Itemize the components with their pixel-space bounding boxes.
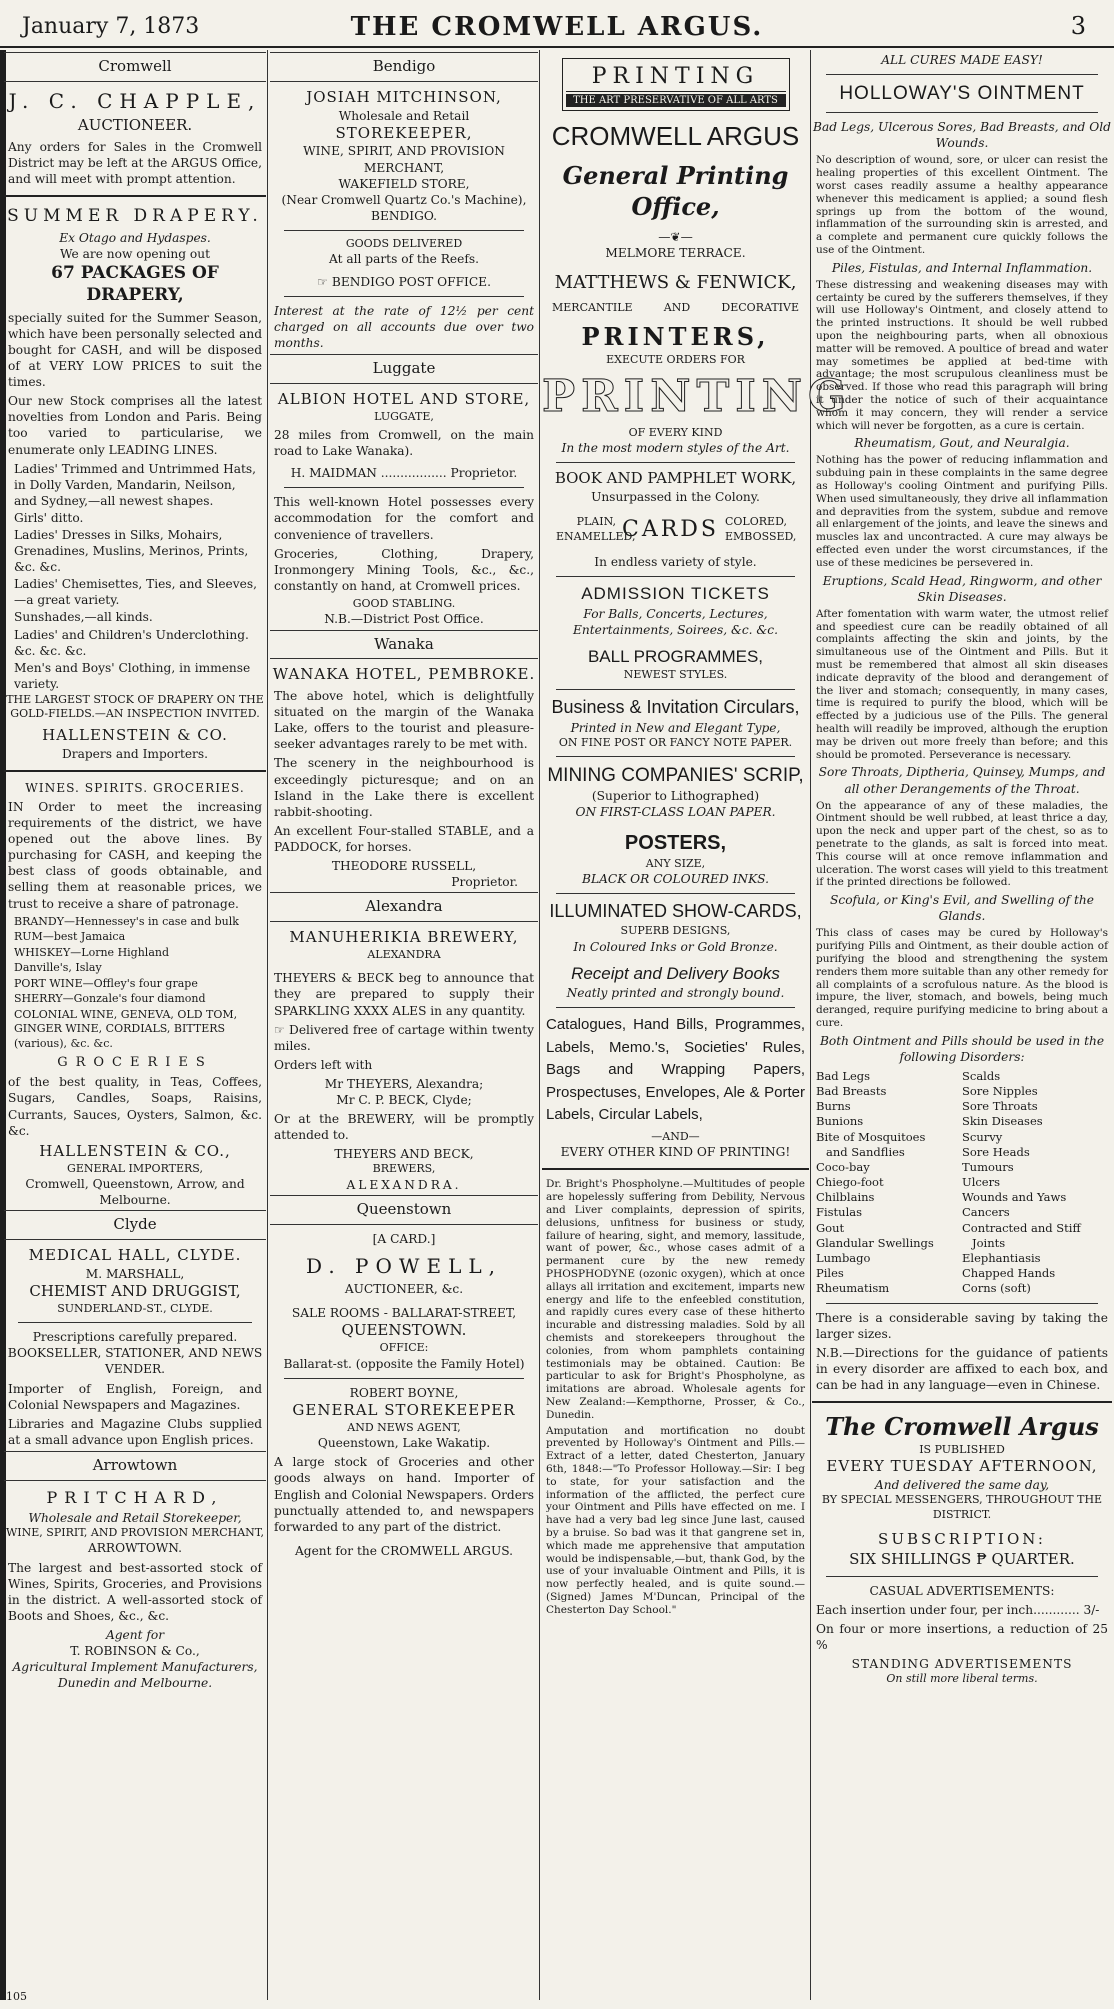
advertiser-role: BREWERS, — [372, 1162, 436, 1176]
section-heading: Arrowtown — [4, 1451, 266, 1481]
ad-text: On still more liberal terms. — [886, 1672, 1038, 1686]
disorder-item: Wounds and Yaws — [962, 1190, 1067, 1205]
ad-text: The largest and best-assorted stock of Wines, Spirits, Groceries, and Provisions in the district. A well-assorted stock of Boots and Shoes, &c., &c. — [8, 1560, 262, 1623]
sub-heading: Sore Throats, Diptheria, Quinsey, Mumps, and all other Derangements of the Throat. — [818, 765, 1106, 796]
divider — [556, 462, 795, 463]
divider — [284, 1378, 524, 1379]
ad-text: Nothing has the power of reducing inflammation and subduing pain in these complaints in the same degree as Holloway's cooling Ointment and purifying Pills. When used simultaneously, they drive all inflammation and depravities from the system, subdue and remove all enlargement of the joints, and leave the sinews and muscles lax and uncontracted. A cure may always be effected even under the worst circumstances, if the use of these medicines be persevered in. — [816, 454, 1108, 569]
disorder-item: Scalds — [962, 1068, 1001, 1083]
ad-text: Each insertion under four, per inch............ 3/- — [816, 1602, 1100, 1617]
ad-heading: GROCERIES — [57, 1055, 213, 1071]
ad-text: An excellent Four-stalled STABLE, and a PADDOCK, for horses. — [274, 823, 534, 854]
disorder-item: Bad Legs — [816, 1068, 871, 1083]
advertiser-role: STOREKEEPER, — [335, 123, 473, 142]
ad-text: Our new Stock comprises all the latest novelties from London and Paris. Being too varied to particularise, we enumerate only LEADING LINES. — [8, 394, 262, 457]
disorder-item: Rheumatism — [816, 1281, 890, 1296]
ad-text: These distressing and weakening diseases may with certainty be cured by the sufferers themselves, if they will use Holloway's Ointment, and closely attend to the printed instructions. It should be well rubbed upon the neighbouring parts, when all obnoxious matter will be removed. A poultice of bread and water may sometimes be applied at bed-time with advantage; the most scrupulous cleanliness must be observed. If those who read this paragraph will bring it under the notice of such of their acquaintance whom it may concern, they will render a service which will never be forgotten, as a cure is certain. — [816, 278, 1108, 432]
ad-heading: SUBSCRIPTION: — [878, 1530, 1046, 1549]
list-item: Ladies' Trimmed and Untrimmed Hats, in Dolly Varden, Mandarin, Neilson, and Sydney,—all newest shapes. — [14, 461, 257, 508]
disorder-item: Skin Diseases — [962, 1114, 1043, 1129]
ad-text: BENDIGO. — [371, 208, 437, 223]
section-heading: Luggate — [270, 354, 538, 384]
section-heading: Alexandra — [270, 892, 538, 922]
disorder-item: Corns (soft) — [962, 1281, 1031, 1296]
argus-title: The Cromwell Argus — [825, 1411, 1099, 1441]
ad-text: N.B.—District Post Office. — [324, 612, 484, 627]
sub-heading: Rheumatism, Gout, and Neuralgia. — [854, 436, 1070, 451]
ad-text: Delivered free of cartage within twenty miles. — [274, 1022, 534, 1053]
cards-line — [542, 515, 809, 544]
column-rule — [810, 50, 811, 2000]
advertiser-role: GENERAL IMPORTERS, — [67, 1161, 203, 1175]
advertiser-role: WINE, SPIRIT, AND PROVISION MERCHANT, — [303, 144, 505, 175]
advertiser-name: THEYERS AND BECK, — [334, 1147, 474, 1162]
list-item: Men's and Boys' Clothing, in immense variety. — [14, 660, 251, 691]
advertiser-name: D. POWELL, — [306, 1253, 502, 1278]
pointing-hand-icon: ☞ — [317, 274, 328, 289]
disorder-item: Bad Breasts — [816, 1084, 887, 1099]
ad-heading: ADMISSION TICKETS — [581, 584, 770, 604]
disorder-item: Gout — [816, 1220, 845, 1235]
ad-text: of the best quality, in Teas, Coffees, Sugars, Candles, Soaps, Raisins, Currants, Sauces, Oysters, Salmon, &c. &c. — [8, 1075, 262, 1138]
advertiser-name: HALLENSTEIN & CO., — [39, 1141, 231, 1160]
ad-text: There is a considerable saving by taking the larger sizes. — [816, 1310, 1108, 1341]
ad-text: ARROWTOWN. — [87, 1541, 183, 1556]
ad-heading: BOOK AND PAMPHLET WORK, — [554, 469, 797, 488]
ad-text: THEYERS & BECK beg to announce that they are prepared to supply their SPARKLING XXXX ALES in any quantity. — [274, 971, 534, 1018]
disorder-item: Elephantiasis — [962, 1250, 1041, 1265]
tagline-word: DECORATIVE — [721, 300, 799, 314]
sub-heading: Bad Legs, Ulcerous Sores, Bad Breasts, and Old Wounds. — [813, 120, 1111, 151]
ad-text: We are now opening out — [60, 246, 210, 261]
ad-heading: HOLLOWAY'S OINTMENT — [839, 83, 1085, 105]
sub-heading: Eruptions, Scald Head, Ringworm, and other Skin Diseases. — [822, 573, 1102, 604]
column-rule — [267, 50, 268, 2000]
ad-text: At all parts of the Reefs. — [328, 252, 479, 267]
ad-text: A large stock of Groceries and other goods always on hand. Importer of English and Colonial Newspapers. Orders punctually attended to, and newspapers forwarded to any part of the district. — [274, 1455, 534, 1534]
advertiser-role: AUCTIONEER. — [77, 116, 193, 135]
column-rule — [539, 50, 540, 2000]
ad-heading: CARDS — [622, 517, 719, 543]
arched-tagline — [552, 301, 799, 316]
divider — [826, 74, 1098, 75]
list-item: WHISKEY—Lorne Highland — [14, 945, 170, 959]
ad-text: GOOD STABLING. — [352, 596, 456, 610]
disorder-item: Ulcers — [962, 1175, 1001, 1190]
column-1 — [4, 50, 266, 2000]
banner-subtitle: THE ART PRESERVATIVE OF ALL ARTS — [566, 94, 786, 107]
divider — [556, 1007, 795, 1008]
ad-text: SALE ROOMS - BALLARAT-STREET, — [291, 1306, 517, 1321]
section-heading: Wanaka — [270, 630, 538, 660]
list-item: SHERRY—Gonzale's four diamond — [14, 992, 206, 1006]
advertiser-role: CHEMIST AND DRUGGIST, — [29, 1281, 241, 1300]
disorder-item: Tumours — [962, 1159, 1014, 1174]
divider — [284, 296, 524, 297]
divider — [556, 756, 795, 757]
ad-text: Queenstown, Lake Wakatip. — [317, 1436, 491, 1451]
ad-heading: Receipt and Delivery Books — [571, 963, 780, 983]
ad-text: (Superior to Lithographed) — [591, 789, 760, 804]
advertiser-role: AND NEWS AGENT, — [347, 1420, 461, 1434]
ad-text: 28 miles from Cromwell, on the main road to Lake Wanaka). — [274, 428, 534, 459]
ad-heading: MINING COMPANIES' SCRIP, — [547, 765, 804, 787]
address: MELMORE TERRACE. — [605, 245, 746, 260]
ad-text: BY SPECIAL MESSENGERS, THROUGHOUT THE DISTRICT. — [821, 1493, 1103, 1521]
printing-banner — [562, 58, 790, 111]
ad-text: Agent for — [105, 1627, 165, 1642]
divider — [4, 770, 266, 772]
ad-text: LUGGATE, — [374, 409, 434, 423]
ad-text: This class of cases may be cured by Holloway's purifying Pills and Ointment, as their double action of purifying the blood and strengthening the system renders them more suitable than any other remedy for all complaints of a scrofulous nature. As the blood is impure, the liver, stomach, and bowels, being much deranged, require purifying medicine to bring about a cure. — [816, 927, 1108, 1029]
ad-text: QUEENSTOWN. — [341, 1321, 467, 1340]
ad-text: NEWEST STYLES. — [623, 668, 728, 682]
list-item: PORT WINE—Offley's four grape — [14, 976, 198, 990]
advertiser-role: Drapers and Importers. — [61, 746, 209, 761]
advertiser-role: WINE, SPIRIT, AND PROVISION MERCHANT, — [6, 1525, 264, 1539]
advertiser-role: GENERAL STOREKEEPER — [292, 1400, 516, 1419]
disorder-item: Coco-bay — [816, 1159, 870, 1174]
disorder-item: Bunions — [816, 1114, 864, 1129]
ad-heading: MEDICAL HALL, CLYDE. — [28, 1246, 242, 1265]
sub-heading: Scofula, or King's Evil, and Swelling of the Glands. — [830, 893, 1094, 924]
ad-text: N.B.—Directions for the guidance of patients in every disorder are affixed to each box, and can be had in any language—even in Chinese. — [816, 1345, 1108, 1392]
ad-text: Amputation and mortification no doubt prevented by Holloway's Ointment and Pills.—Extract of a letter, dated Chesterton, January 6th, 1848:—"To Professor Holloway.—Sir: I beg to state, for your satisfaction and the information of the afflicted, the perfect cure your Ointment and Pills have effected on me. I have had a very bad leg since June last, caused by a bruise. So bad was it that gangrene set in, which made me apprehensive that amputation would be indispensable,—but, thank God, by the use of your invaluable Ointment and Pills, it is now perfectly healed, and is quite sound.—(Signed) James M'Duncan, Principal of the Chesterton Day School." — [546, 1424, 805, 1616]
ad-text: THE LARGEST STOCK OF DRAPERY ON THE GOLD-FIELDS.—AN INSPECTION INVITED. — [6, 692, 264, 721]
section-heading: Bendigo — [270, 52, 538, 82]
ad-text: Prescriptions carefully prepared. — [32, 1330, 238, 1345]
ad-text: In Coloured Inks or Gold Bronze. — [573, 939, 778, 954]
advertiser-name: T. ROBINSON & Co., — [70, 1644, 200, 1658]
ad-text: Agent for the CROMWELL ARGUS. — [294, 1543, 514, 1558]
list-item: Girls' ditto. — [14, 510, 84, 525]
ad-text: Catalogues, Hand Bills, Programmes, Labels, Memo.'s, Societies' Rules, Bags and Wrapping Papers, Prospectuses, Envelopes, Ale & Porter Labels, Circular Labels, — [546, 1016, 805, 1124]
advertiser-role: Agricultural Implement Manufacturers, — [12, 1660, 258, 1675]
sub-heading: Piles, Fistulas, and Internal Inflammation. — [831, 260, 1093, 275]
ad-heading: EVERY OTHER KIND OF PRINTING! — [560, 1145, 791, 1160]
advertiser-name: J. C. CHAPPLE, — [8, 88, 262, 113]
tagline-word: AND — [663, 300, 691, 314]
divider — [542, 1168, 809, 1170]
ad-text: This well-known Hotel possesses every accommodation for the comfort and convenience of travellers. — [274, 495, 534, 542]
office-name: CROMWELL ARGUS — [551, 121, 800, 152]
disorder-item: Cancers — [962, 1205, 1010, 1220]
pointing-hand-icon: ☞ — [274, 1022, 285, 1037]
divider — [284, 487, 524, 488]
disorder-item: Sore Throats — [962, 1099, 1038, 1114]
ad-text: Interest at the rate of 12½ per cent charged on all accounts due over two months. — [274, 303, 534, 350]
disorder-item: Sore Heads — [962, 1144, 1030, 1159]
ad-text: On the appearance of any of these maladies, the Ointment should be well rubbed, at least thrice a day, upon the neck and upper part of the chest, so as to penetrate to the glands, as salt is forced into meat. This course will at once remove inflammation and ulceration. The worst cases will yield to this treatment if the printed directions be followed. — [816, 799, 1108, 889]
newspaper-title: THE CROMWELL ARGUS. — [350, 12, 764, 42]
disorder-item: Lumbago — [816, 1250, 871, 1265]
ad-text: Ex Otago and Hydaspes. — [59, 230, 211, 245]
advertiser-name: HALLENSTEIN & CO. — [42, 725, 228, 744]
ad-text: (Near Cromwell Quartz Co.'s Machine), — [281, 192, 527, 207]
ad-text: [A CARD.] — [372, 1231, 436, 1246]
ad-heading: ALL CURES MADE EASY! — [881, 53, 1043, 67]
ad-text: For Balls, Concerts, Lectures, Entertainments, Soirees, &c. &c. — [573, 606, 778, 637]
ad-heading: WAKEFIELD STORE, — [338, 176, 470, 191]
divider — [556, 576, 795, 577]
ad-text: —AND— — [651, 1129, 700, 1143]
ad-text: Dunedin and Melbourne. — [57, 1676, 213, 1691]
ad-text: Unsurpassed in the Colony. — [591, 490, 760, 504]
ad-text: The scenery in the neighbourhood is exceedingly picturesque; and on an Island in the Lake there is excellent rabbit-shooting. — [274, 756, 534, 819]
banner-title: PRINTING — [566, 62, 786, 92]
ad-heading: POSTERS, — [624, 832, 727, 855]
advertiser-role: Wholesale and Retail — [338, 108, 470, 123]
ad-text: Importer of English, Foreign, and Colonial Newspapers and Magazines. — [8, 1381, 262, 1412]
ad-heading: ALBION HOTEL AND STORE, — [277, 389, 531, 408]
ad-text: EXECUTE ORDERS FOR — [606, 353, 745, 366]
issue-date: January 7, 1873 — [22, 14, 200, 39]
sub-heading: Both Ointment and Pills should be used in the following Disorders: — [819, 1033, 1105, 1064]
ad-heading: WANAKA HOTEL, PEMBROKE. — [272, 665, 536, 684]
disorders-left — [816, 1069, 962, 1297]
ad-heading: EVERY TUESDAY AFTERNOON, — [826, 1457, 1098, 1476]
ad-text: Printed in New and Elegant Type, — [570, 720, 781, 735]
ornament-icon: —❦— — [658, 229, 693, 244]
advertiser-role: Proprietor. — [451, 875, 518, 890]
disorder-item: Sore Nipples — [962, 1084, 1038, 1099]
ad-text: Mr C. P. BECK, Clyde; — [336, 1092, 472, 1107]
section-heading: Queenstown — [270, 1195, 538, 1225]
ad-text: In the most modern styles of the Art. — [561, 441, 790, 456]
ad-text: ALEXANDRA. — [346, 1177, 462, 1192]
disorder-item: Scurvy — [962, 1129, 1003, 1144]
divider — [18, 1322, 252, 1323]
disorder-item: Joints — [972, 1235, 1006, 1250]
ad-text: SUNDERLAND-ST., CLYDE. — [57, 1301, 213, 1315]
ad-text: Neatly printed and strongly bound. — [566, 986, 785, 1001]
ad-text: SUPERB DESIGNS, — [620, 924, 731, 938]
advertiser-name: H. MAIDMAN ................. Proprietor. — [290, 466, 518, 481]
ad-heading: BALL PROGRAMMES, — [587, 646, 764, 666]
tagline-word: MERCANTILE — [552, 300, 633, 314]
advertiser-name: THEODORE RUSSELL, — [331, 859, 477, 874]
ad-text: On four or more insertions, a reduction of 25 % — [816, 1621, 1108, 1652]
disorder-item: Chapped Hands — [962, 1266, 1056, 1281]
disorders-table — [816, 1069, 1108, 1297]
printer-name: MATTHEWS & FENWICK, — [554, 272, 797, 294]
disorder-item: Piles — [816, 1266, 844, 1281]
list-item: Ladies' and Children's Underclothing. &c. &c. &c. — [14, 627, 249, 658]
ad-text: IN Order to meet the increasing requirements of the district, we have opened out the above lines. By purchasing for CASH, and keeping the best class of goods obtainable, and selling them at reasonable prices, we trust to receive a share of patronage. — [8, 799, 262, 911]
printers-heading: PRINTERS, — [581, 322, 770, 352]
section-heading: Cromwell — [4, 52, 266, 82]
printing-display: PRINTING — [542, 370, 852, 422]
disorder-item: Burns — [816, 1099, 851, 1114]
ad-heading: CASUAL ADVERTISEMENTS: — [869, 1583, 1055, 1598]
divider — [556, 689, 795, 690]
advertiser-role: AUCTIONEER, &c. — [344, 1282, 464, 1297]
ad-text: Dr. Bright's Phospholyne.—Multitudes of people are hopelessly suffering from Debility, Nervous and Liver complaints, depression of spirits, delusions, unfitness for business or study, failure of hearing, sight, and memory, lassitude, want of power, &c., whose cases admit of a permanent cure by the new remedy PHOSPHODYNE (ozonic oxygen), which at once allays all irritation and excitement, imparts new energy and life to the enfeebled constitution, and rapidly cures every case of these hitherto incurable and distressing maladies. Sold by all chemists and storekeepers throughout the colonies, from whom pamphlets containing testimonials may be obtained. Caution: Be particular to ask for Bright's Phospholyne, as imitations are abroad. Wholesale agents for New Zealand:—Kempthorne, Prosser, & Co., Dunedin. — [546, 1178, 805, 1421]
advertiser-role: Wholesale and Retail Storekeeper, — [28, 1510, 242, 1525]
ad-text: BENDIGO POST OFFICE. — [331, 274, 491, 289]
ad-text: specially suited for the Summer Season, which have been personally selected and bought for CASH, and will be disposed of at VERY LOW PRICES to suit the times. — [8, 310, 262, 390]
ad-text: No description of wound, sore, or ulcer can resist the healing properties of this excellent Ointment. The worst cases readily assume a healthy appearance whenever this medicament is applied; a sound flesh springs up from the bottom of the wound, inflammation of the surrounding skin is arrested, and a complete and permanent cure quickly follows the use of the Ointment. — [816, 154, 1108, 256]
divider — [812, 1401, 1112, 1403]
divider — [826, 112, 1098, 113]
ad-text: Orders left with — [274, 1057, 373, 1072]
disorder-item: and Sandflies — [826, 1144, 905, 1159]
list-item: Sunshades,—all kinds. — [14, 610, 153, 625]
list-item: Ladies' Dresses in Silks, Mohairs, Grenadines, Muslins, Merinos, Prints, &c. &c. — [14, 527, 249, 575]
ad-heading: ILLUMINATED SHOW-CARDS, — [549, 901, 802, 922]
advertiser-name: ROBERT BOYNE, — [349, 1385, 459, 1400]
divider — [556, 893, 795, 894]
ad-text: ON FIRST-CLASS LOAN PAPER. — [575, 805, 776, 820]
ad-text: OFFICE: — [379, 1341, 429, 1355]
ad-text: COLORED, EMBOSSED, — [725, 515, 797, 543]
ad-text: ANY SIZE, — [645, 856, 706, 870]
disorder-item: Fistulas — [816, 1205, 863, 1220]
ad-text: ON FINE POST OR FANCY NOTE PAPER. — [558, 735, 793, 749]
ad-text: Or at the BREWERY, will be promptly attended to. — [274, 1112, 534, 1143]
ad-heading: MANUHERIKIA BREWERY, — [289, 928, 519, 947]
ad-text: The above hotel, which is delightfully situated on the margin of the Wanaka Lake, offers to the tourist and pleasure-seeker advantages rarely to be met with. — [274, 689, 534, 752]
ad-text: BLACK OR COLOURED INKS. — [582, 872, 769, 887]
ad-text: SIX SHILLINGS ₱ QUARTER. — [849, 1549, 1075, 1568]
disorders-right — [962, 1069, 1108, 1297]
ad-text: Mr THEYERS, Alexandra; — [324, 1076, 484, 1091]
ad-text: Groceries, Clothing, Drapery, Ironmongery Mining Tools, &c., &c., constantly on hand, at Cromwell prices. — [274, 546, 534, 593]
list-item: COLONIAL WINE, GENEVA, OLD TOM, GINGER WINE, CORDIALS, BITTERS (various), &c. &c. — [14, 1007, 238, 1050]
advertiser-name: JOSIAH MITCHINSON, — [306, 87, 502, 106]
list-item: RUM—best Jamaica — [14, 930, 126, 944]
page-number: 3 — [1070, 12, 1086, 40]
disorder-item: Bite of Mosquitoes — [816, 1129, 926, 1144]
divider — [826, 1303, 1098, 1304]
ad-heading: STANDING ADVERTISEMENTS — [851, 1657, 1073, 1672]
ad-text: ALEXANDRA — [367, 947, 441, 961]
ad-text: Any orders for Sales in the Cromwell District may be left at the ARGUS Office, and will meet with prompt attention. — [8, 139, 262, 187]
column-4 — [812, 50, 1112, 2000]
ad-text: BOOKSELLER, STATIONER, AND NEWS VENDER. — [7, 1346, 263, 1377]
list-item: Ladies' Chemisettes, Ties, and Sleeves,—a great variety. — [14, 577, 258, 608]
column-2 — [270, 50, 538, 2000]
ad-text: PLAIN, ENAMELLED, — [556, 515, 636, 543]
ad-heading: SUMMER DRAPERY. — [7, 206, 263, 227]
divider — [4, 195, 266, 197]
ad-text: GOODS DELIVERED — [345, 236, 463, 250]
ad-text: IS PUBLISHED — [919, 1442, 1005, 1456]
disorder-item: Chilblains — [816, 1190, 875, 1205]
ad-heading: Business & Invitation Circulars, — [551, 696, 800, 717]
list-item: BRANDY—Hennessey's in case and bulk — [14, 914, 239, 928]
ad-text: After fomentation with warm water, the utmost relief and speediest cure can be readily obtained of all complaints affecting the skin and joints, by the simultaneous use of the Ointment and Pills. But it must be remembered that almost all skin diseases indicate depravity of the blood and derangement of the liver and stomach; consequently, in many cases, time is required to purify the blood, which will be effected by a judicious use of the Pills. The general health will readily be improved, although the eruption may be driven out more freely than before; and this should be promoted. Perseverance is necessary. — [816, 607, 1108, 761]
section-heading: Clyde — [4, 1210, 266, 1240]
masthead — [0, 0, 1114, 48]
disorder-item: Chiego-foot — [816, 1175, 884, 1190]
disorder-item: Contracted and Stiff — [962, 1220, 1081, 1235]
ad-text: Libraries and Magazine Clubs supplied at a small advance upon English prices. — [8, 1416, 262, 1447]
disorder-item: Glandular Swellings — [816, 1235, 934, 1250]
ad-text: OF EVERY KIND — [628, 425, 723, 439]
office-subtitle: General Printing Office, — [562, 160, 789, 222]
divider — [826, 1576, 1098, 1577]
advertiser-name: M. MARSHALL, — [85, 1266, 185, 1281]
advertiser-name: PRITCHARD, — [46, 1487, 224, 1507]
ad-heading: 67 PACKAGES OF DRAPERY, — [51, 262, 219, 306]
ad-text: In endless variety of style. — [594, 555, 757, 570]
ad-text: Cromwell, Queenstown, Arrow, and Melbourne. — [25, 1177, 245, 1208]
ad-text: Ballarat-st. (opposite the Family Hotel) — [283, 1356, 525, 1371]
ad-heading: WINES. SPIRITS. GROCERIES. — [25, 780, 245, 795]
folio-number: 105 — [6, 1990, 27, 2003]
ad-text: And delivered the same day, — [874, 1477, 1050, 1492]
list-item: Danville's, Islay — [14, 961, 102, 975]
divider — [284, 230, 524, 231]
